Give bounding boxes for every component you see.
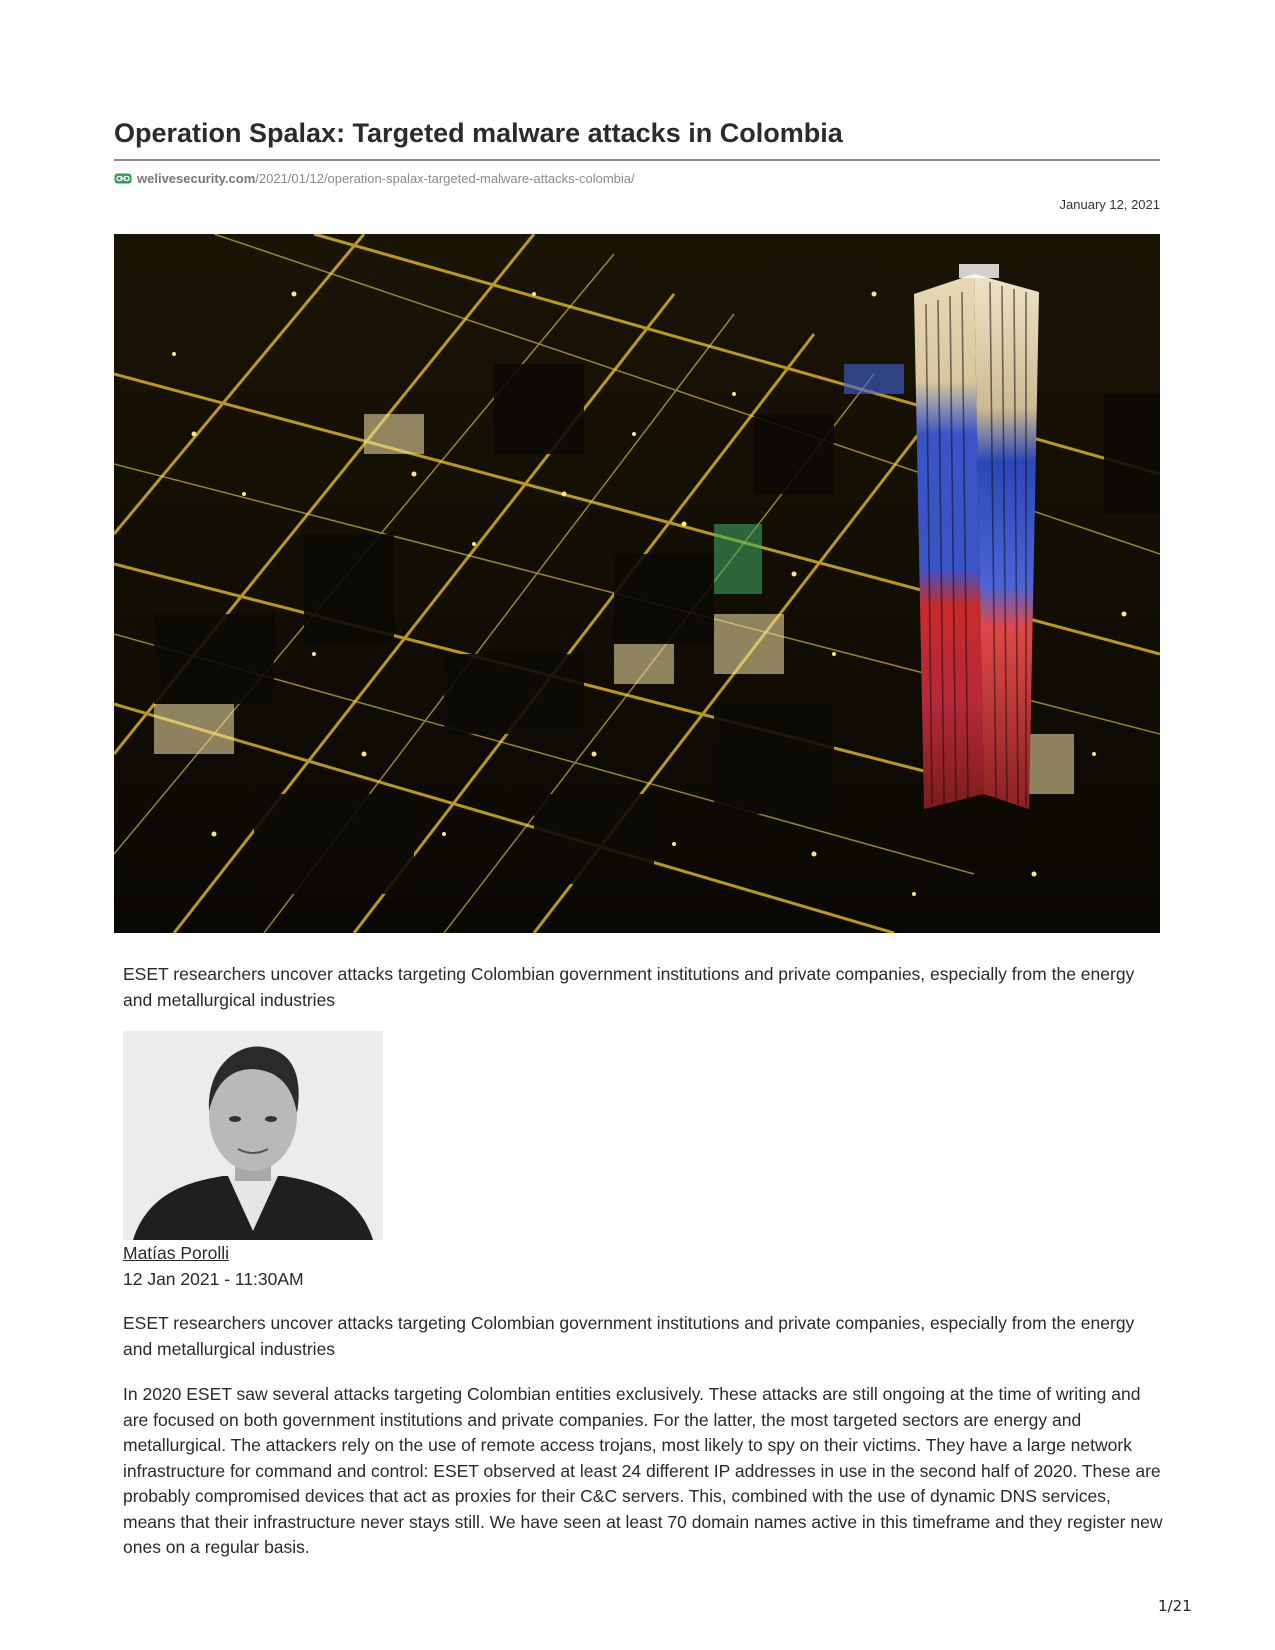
author-timestamp: 12 Jan 2021 - 11:30AM (123, 1269, 304, 1289)
author-portrait (123, 1031, 383, 1240)
article-lead-repeat: ESET researchers uncover attacks targeting Colombian government institutions and private companies, especially from the energy and metallurgical industries (123, 1313, 1135, 1359)
night-city-photo (114, 234, 1160, 933)
source-url[interactable] (114, 169, 635, 187)
author-photo (123, 1031, 383, 1240)
article-lead: ESET researchers uncover attacks targeting Colombian government institutions and private companies, especially from the energy and metallurgical industries (123, 964, 1135, 1010)
page-number: 1/21 (1158, 1597, 1192, 1615)
article-title: Operation Spalax: Targeted malware attacks in Colombia (114, 118, 843, 148)
source-path: /2021/01/12/operation-spalax-targeted-malware-attacks-colombia/ (255, 170, 635, 186)
source-host: welivesecurity.com (137, 170, 256, 186)
article-paragraph: In 2020 ESET saw several attacks targeting Colombian entities exclusively. These attacks are still ongoing at the time of writing and are focused on both government institutions and private companies. For the latter, the most targeted sectors are energy and metallurgical. The attackers rely on the use of remote access trojans, most likely to spy on their victims. They have a large network infrastructure for command and control: ESET observed at least 24 different IP addresses in use in the second half of 2020. These are probably compromised devices that act as proxies for their C&C servers. This, combined with the use of dynamic DNS services, means that their infrastructure never stays still. We have seen at least 70 domain names active in this timeframe and they register new ones on a regular basis. (123, 1384, 1163, 1557)
author-name-link[interactable]: Matías Porolli (123, 1243, 230, 1263)
publish-date: January 12, 2021 (1059, 197, 1160, 212)
title-divider (114, 159, 1160, 161)
hero-image (114, 234, 1160, 933)
link-icon (114, 173, 132, 184)
